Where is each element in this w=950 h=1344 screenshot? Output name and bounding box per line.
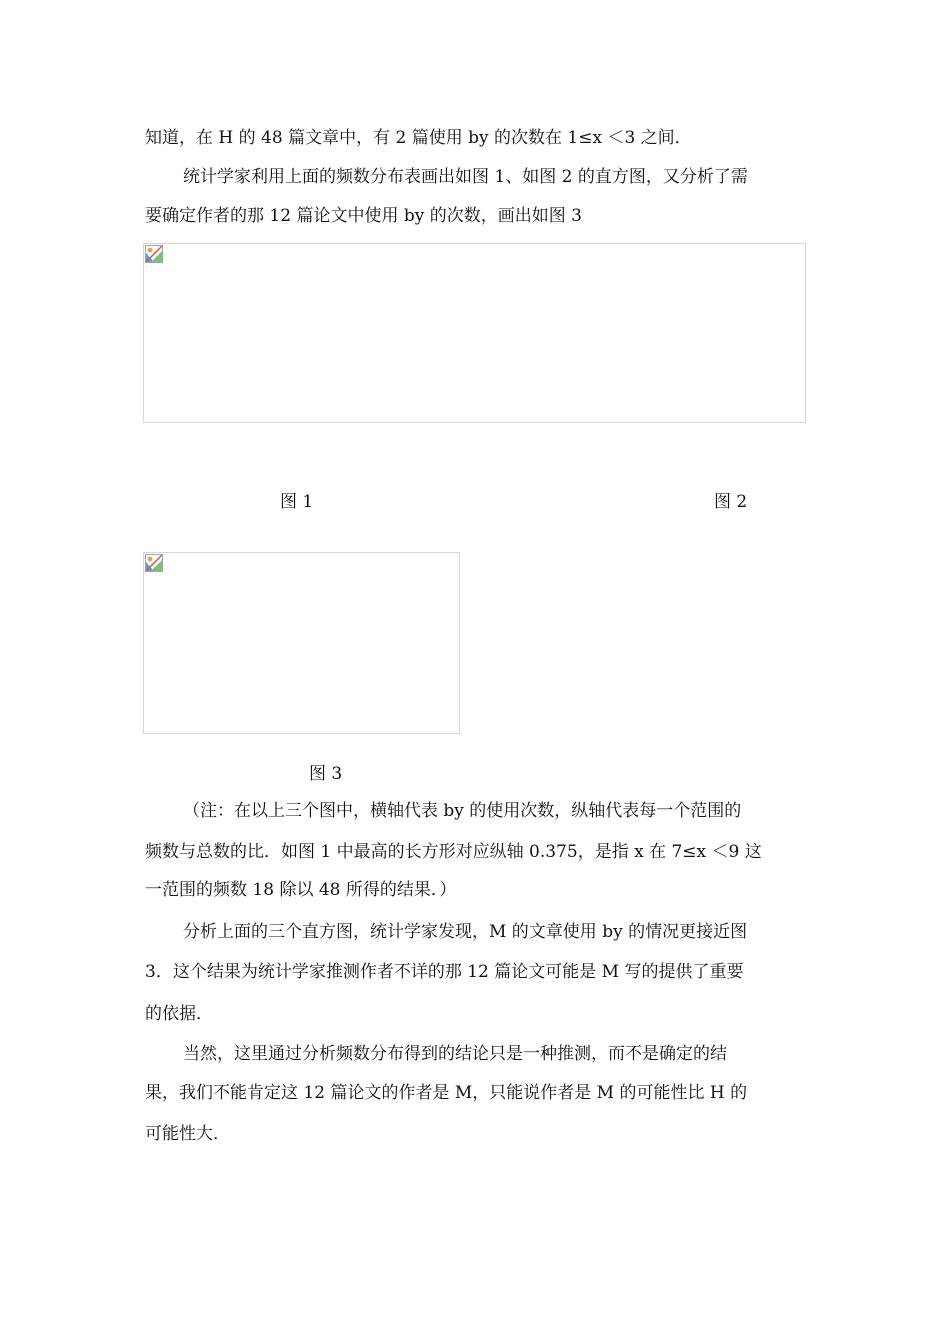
text-line: 果，我们不能肯定这 12 篇论文的作者是 M，只能说作者是 M 的可能性比 H 的 (145, 1083, 748, 1103)
figure-3-caption: 图 3 (309, 764, 343, 784)
text-line: 统计学家利用上面的频数分布表画出如图 1、如图 2 的直方图，又分析了需 (183, 167, 748, 187)
figure-1-caption: 图 1 (280, 492, 314, 512)
note-line: 一范围的频数 18 除以 48 所得的结果．） (145, 880, 457, 900)
figure-3-image (143, 552, 460, 734)
figure-1-2-image (143, 243, 806, 423)
text-line: 3．这个结果为统计学家推测作者不详的那 12 篇论文可能是 M 写的提供了重要 (145, 962, 744, 982)
text-line: 当然，这里通过分析频数分布得到的结论只是一种推测，而不是确定的结 (183, 1044, 727, 1064)
text-line: 分析上面的三个直方图，统计学家发现，M 的文章使用 by 的情况更接近图 (183, 922, 748, 942)
note-line: 频数与总数的比．如图 1 中最高的长方形对应纵轴 0.375，是指 x 在 7≤x ＜9 这 (145, 842, 762, 862)
text-line: 知道，在 H 的 48 篇文章中，有 2 篇使用 by 的次数在 1≤x ＜3 之间． (145, 128, 692, 148)
text-line: 要确定作者的那 12 篇论文中使用 by 的次数，画出如图 3 (145, 206, 582, 226)
figure-2-caption: 图 2 (714, 492, 748, 512)
broken-image-icon (145, 245, 163, 263)
text-line: 的依据． (145, 1004, 213, 1024)
broken-image-icon (145, 554, 163, 572)
text-line: 可能性大． (145, 1124, 230, 1144)
note-line: （注：在以上三个图中，横轴代表 by 的使用次数，纵轴代表每一个范围的 (183, 801, 742, 821)
